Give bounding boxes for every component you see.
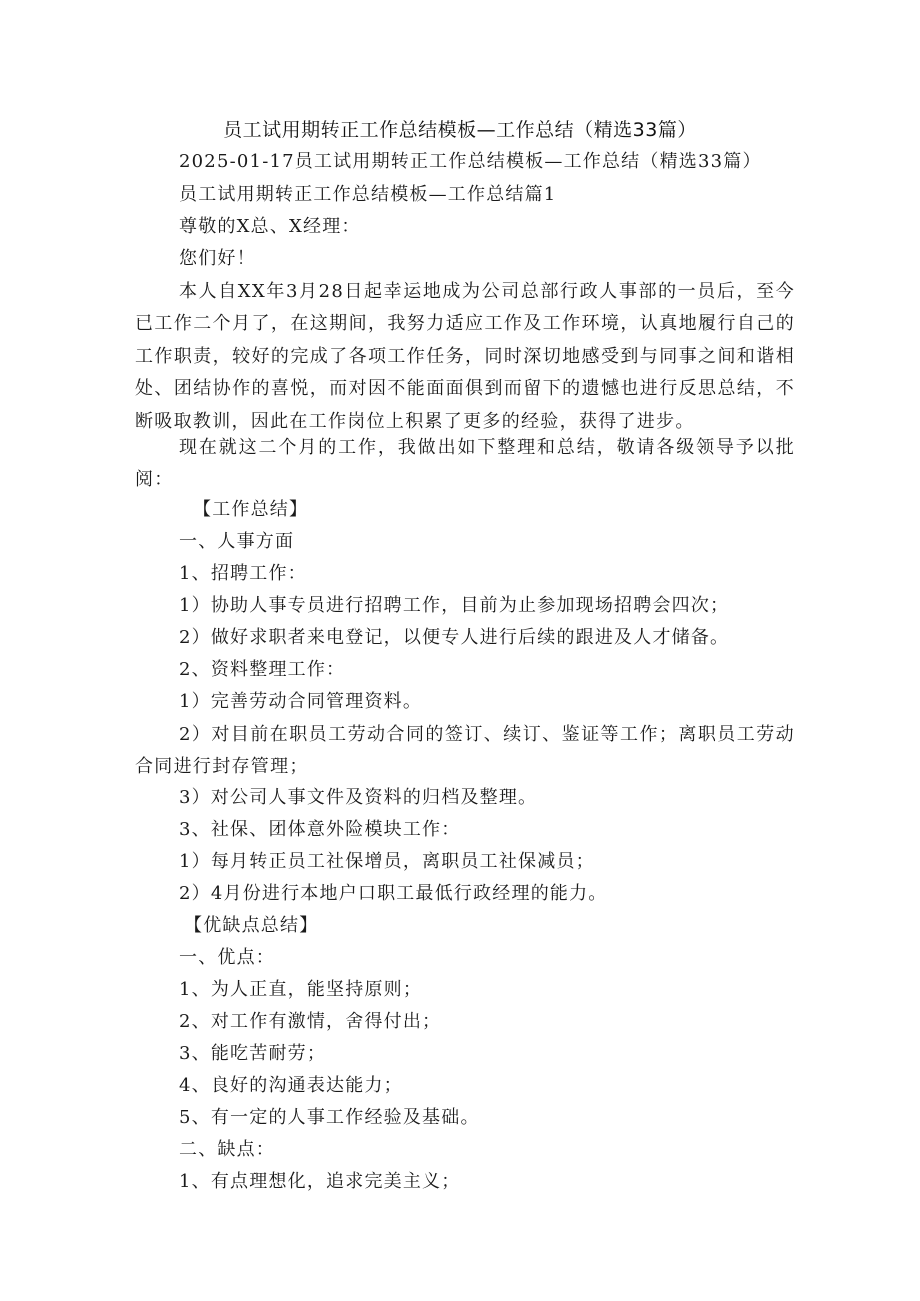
docs-title: 2、资料整理工作：: [179, 659, 346, 680]
social-item-1: 1）每月转正员工社保增员，离职员工社保减员；: [179, 851, 595, 872]
pros-cons-heading: 【优缺点总结】: [184, 915, 319, 936]
pro-item-1: 1、为人正直，能坚持原则；: [179, 979, 423, 1000]
docs-item-2: 2）对目前在职员工劳动合同的签订、续订、鉴证等工作；离职员工劳动合同进行封存管理；: [135, 724, 795, 778]
docs-item-1: 1）完善劳动合同管理资料。: [179, 691, 423, 712]
intro-paragraph: 本人自XX年3月28日起幸运地成为公司总部行政人事部的一员后，至今已工作二个月了，在这期间，我努力适应工作及工作环境，认真地履行自己的工作职责，较好的完成了各项工作任务，同时深切地感受到与同事之间和谐相处、团结协作的喜悦，而对因不能面面俱到而留下的遗憾也进行反思总结，不断吸取教训，因此在工作岗位上积累了更多的经验，获得了进步。: [135, 281, 795, 432]
pro-item-3: 3、能吃苦耐劳；: [179, 1043, 327, 1064]
hr-section-title: 一、人事方面: [179, 531, 295, 552]
review-paragraph: 现在就这二个月的工作，我做出如下整理和总结，敬请各级领导予以批阅：: [135, 437, 795, 491]
pro-item-4: 4、良好的沟通表达能力；: [179, 1075, 403, 1096]
greeting: 您们好！: [179, 248, 256, 269]
recruit-item-2: 2）做好求职者来电登记，以便专人进行后续的跟进及人才储备。: [179, 627, 730, 648]
pros-title: 一、优点：: [179, 947, 275, 968]
pro-item-5: 5、有一定的人事工作经验及基础。: [179, 1107, 480, 1128]
social-title: 3、社保、团体意外险模块工作：: [179, 819, 461, 840]
recruit-item-1: 1）协助人事专员进行招聘工作，目前为止参加现场招聘会四次；: [179, 595, 730, 616]
cons-title: 二、缺点：: [179, 1139, 275, 1160]
recruit-title: 1、招聘工作：: [179, 563, 307, 584]
work-summary-heading: 【工作总结】: [193, 499, 309, 520]
document-title: 员工试用期转正工作总结模板—工作总结（精选33篇）: [223, 119, 697, 141]
social-item-2: 2）4月份进行本地户口职工最低行政经理的能力。: [179, 883, 608, 904]
salutation: 尊敬的X总、X经理：: [179, 216, 361, 237]
pro-item-2: 2、对工作有激情，舍得付出；: [179, 1011, 442, 1032]
docs-item-3: 3）对公司人事文件及资料的归档及整理。: [179, 787, 538, 808]
section-subtitle: 员工试用期转正工作总结模板—工作总结篇1: [179, 184, 557, 205]
date-line: 2025-01-17员工试用期转正工作总结模板—工作总结（精选33篇）: [179, 151, 762, 172]
con-item-1: 1、有点理想化，追求完美主义；: [179, 1171, 461, 1192]
